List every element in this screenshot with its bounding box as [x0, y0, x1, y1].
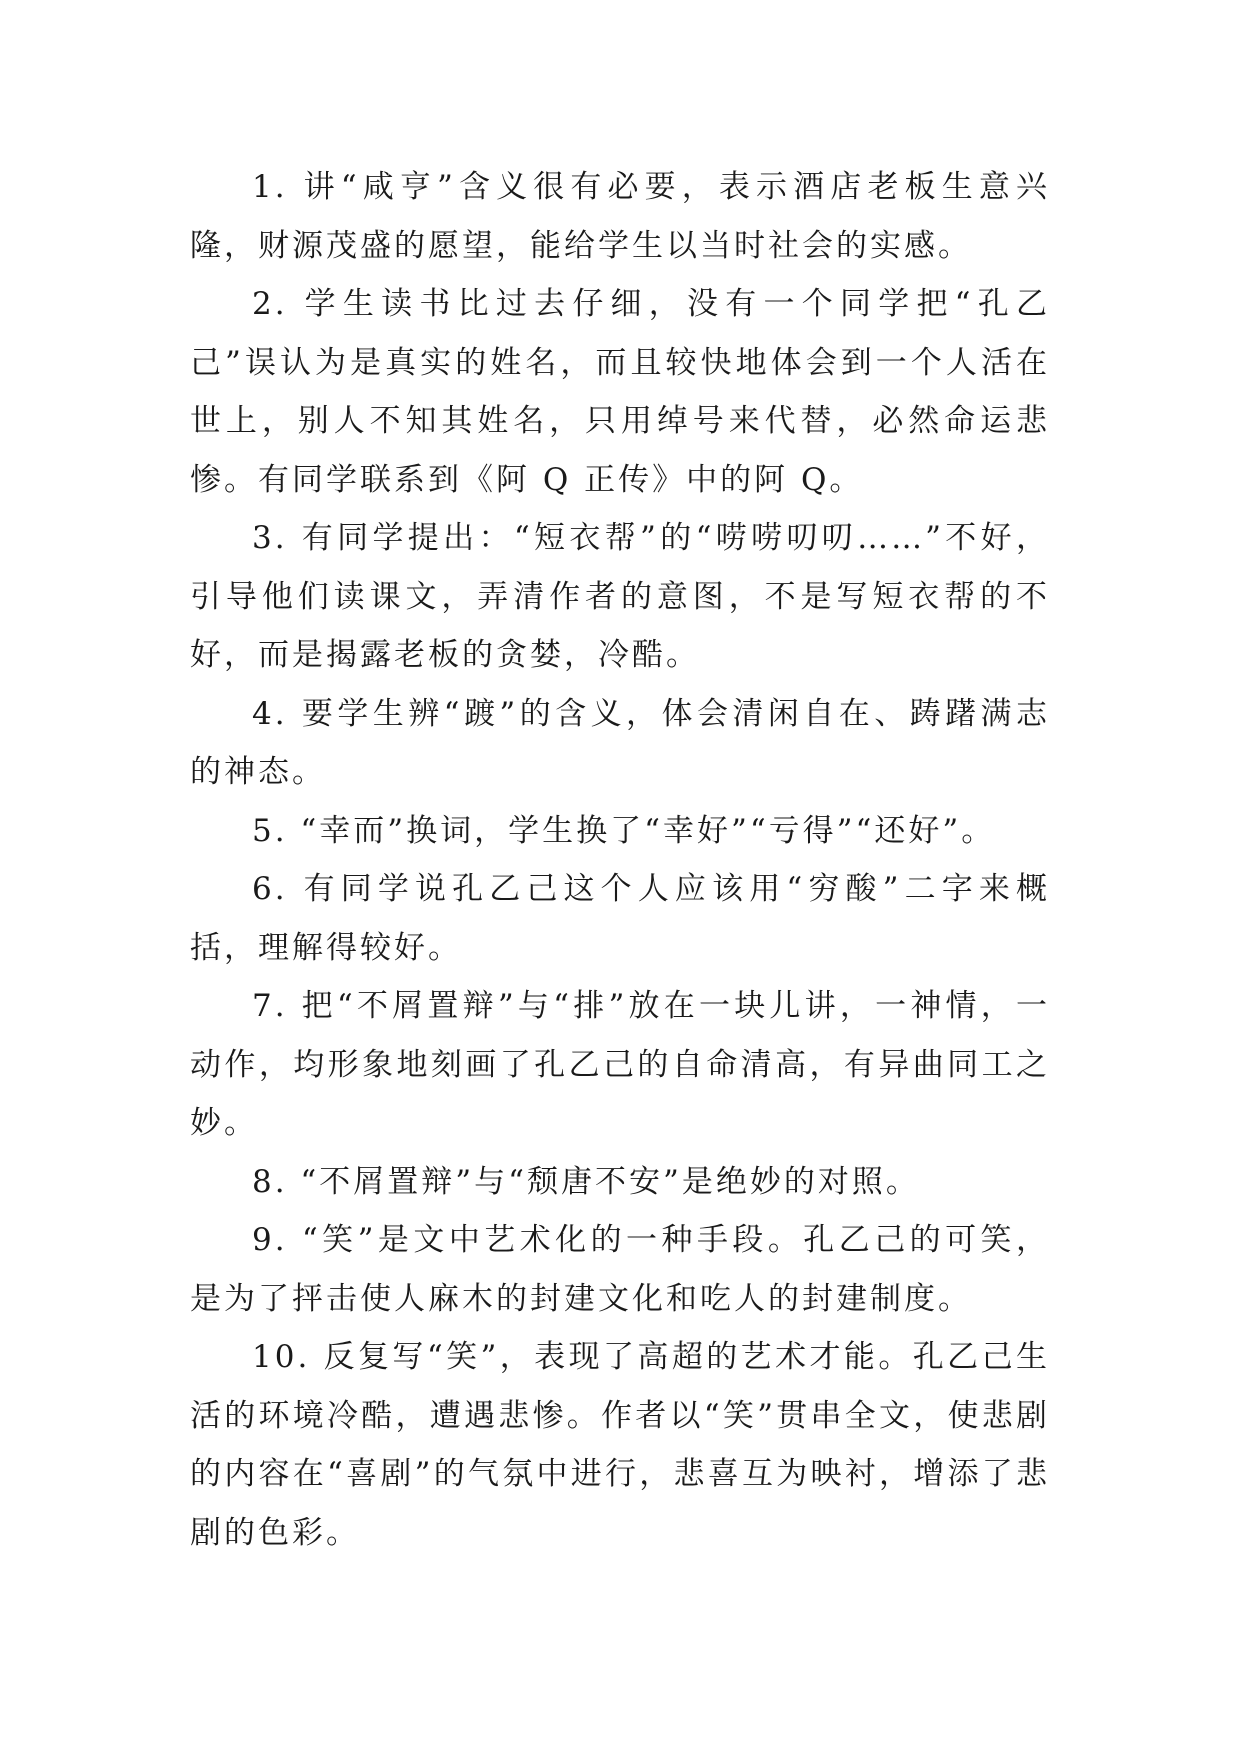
paragraph-2: 2. 学生读书比过去仔细，没有一个同学把“孔乙己”误认为是真实的姓名，而且较快地体会到一个人活在世上，别人不知其姓名，只用绰号来代替，必然命运悲惨。有同学联系到《阿 Q 正传》中的阿 Q。 — [190, 286, 1050, 498]
paragraph-10: 10. 反复写“笑”，表现了高超的艺术才能。孔乙己生活的环境冷酷，遭遇悲惨。作者以“笑”贯串全文，使悲剧的内容在“喜剧”的气氛中进行，悲喜互为映衬，增添了悲剧的色彩。 — [190, 1339, 1050, 1551]
paragraph-8: 8. “不屑置辩”与“颓唐不安”是绝妙的对照。 — [252, 1163, 920, 1200]
paragraph-7: 7. 把“不屑置辩”与“排”放在一块儿讲，一神情，一动作，均形象地刻画了孔乙己的自命清高，有异曲同工之妙。 — [190, 988, 1050, 1141]
paragraph-1: 1. 讲“咸亨”含义很有必要，表示酒店老板生意兴隆，财源茂盛的愿望，能给学生以当时社会的实感。 — [190, 169, 1050, 264]
paragraph-6: 6. 有同学说孔乙己这个人应该用“穷酸”二字来概括，理解得较好。 — [190, 871, 1050, 966]
document-body — [190, 158, 1050, 1562]
paragraph-4: 4. 要学生辨“踱”的含义，体会清闲自在、踌躇满志的神态。 — [190, 695, 1050, 790]
paragraph-5: 5. “幸而”换词，学生换了“幸好”“亏得”“还好”。 — [252, 812, 996, 849]
paragraph-3: 3. 有同学提出：“短衣帮”的“唠唠叨叨……”不好，引导他们读课文，弄清作者的意图，不是写短衣帮的不好，而是揭露老板的贪婪，冷酷。 — [190, 520, 1050, 673]
paragraph-9: 9. “笑”是文中艺术化的一种手段。孔乙己的可笑，是为了抨击使人麻木的封建文化和吃人的封建制度。 — [190, 1222, 1050, 1317]
